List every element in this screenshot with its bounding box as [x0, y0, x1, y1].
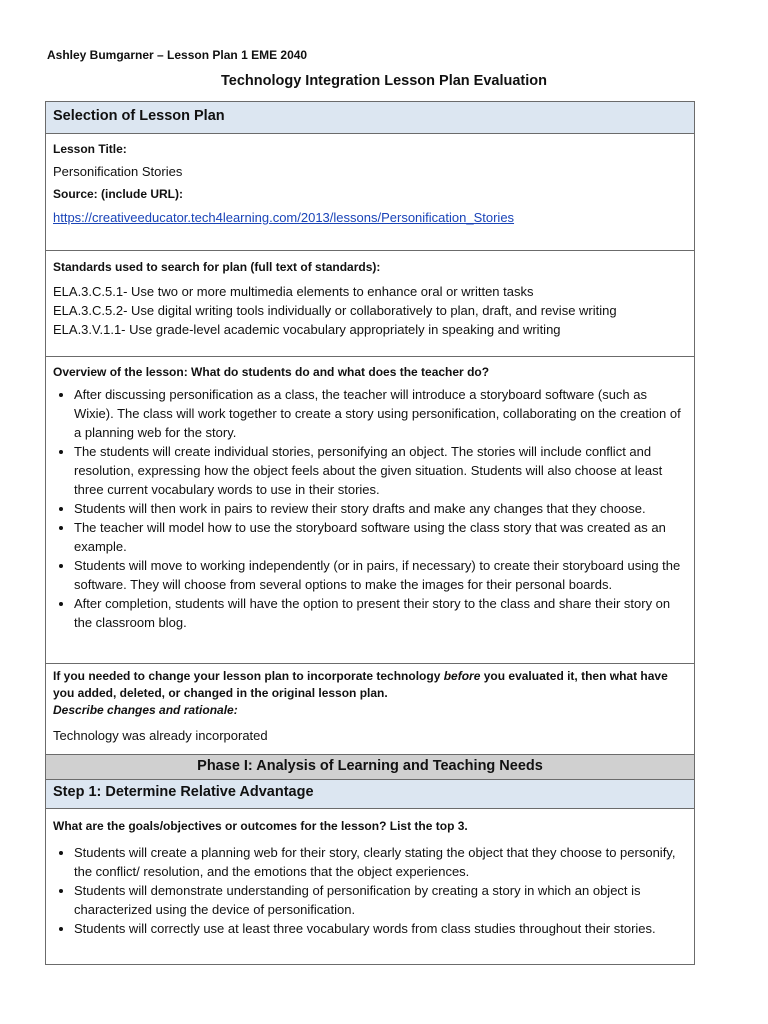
list-item: • The teacher will model how to use the storyboard software using the class story that was created as an example.: [74, 518, 687, 556]
selection-heading: Selection of Lesson Plan: [46, 102, 694, 134]
source-url-link[interactable]: https://creativeeducator.tech4learning.com/2013/lessons/Personification_Stories: [53, 210, 515, 225]
emphasis-before: before: [443, 669, 481, 683]
list-item: • Students will create a planning web for their story, clearly stating the object that they choose to personify, the conflict/ resolution, and the emotions that the object experiences.: [74, 843, 687, 881]
standard-item: ELA.3.C.5.2- Use digital writing tools individually or collaboratively to plan, draft, and revise writing: [53, 303, 617, 318]
standards-label: Standards used to search for plan (full text of standards):: [53, 260, 381, 274]
overview-cell: [46, 357, 694, 664]
standard-item: ELA.3.V.1.1- Use grade-level academic vocabulary appropriately in speaking and writing: [53, 322, 561, 337]
standards-list: [53, 282, 687, 339]
standard-item: ELA.3.C.5.1- Use two or more multimedia elements to enhance oral or written tasks: [53, 284, 534, 299]
phase-heading: Phase I: Analysis of Learning and Teaching Needs: [46, 755, 694, 780]
list-item: • After discussing personification as a class, the teacher will introduce a storyboard software (such as Wixie). The class will work together to create a story using personification, collaborating on the creation of a planning web for the story.: [74, 385, 687, 442]
overview-label: Overview of the lesson: What do students do and what does the teacher do?: [53, 365, 490, 379]
standards-cell: [46, 251, 694, 357]
list-item: • Students will move to working independently (or in pairs, if necessary) to create their storyboard using the software. They will choose from several options to make the images for their personal boards.: [74, 556, 687, 594]
changes-sublabel: Describe changes and rationale:: [53, 703, 238, 717]
list-item: • Students will then work in pairs to review their story drafts and make any changes that they choose.: [74, 499, 687, 518]
lesson-title-value: Personification Stories: [53, 164, 183, 179]
lesson-plan-table: [45, 101, 695, 965]
goals-cell: [46, 809, 694, 964]
list-item: • After completion, students will have the option to present their story to the class and share their story on the classroom blog.: [74, 594, 687, 632]
author-line: Ashley Bumgarner – Lesson Plan 1 EME 2040: [47, 48, 308, 62]
document-title: Technology Integration Lesson Plan Evaluation: [220, 73, 548, 89]
list-item: • Students will correctly use at least three vocabulary words from class studies throughout their stories.: [74, 919, 687, 938]
goals-label: What are the goals/objectives or outcomes for the lesson? List the top 3.: [53, 819, 468, 833]
source-label: Source: (include URL):: [53, 187, 184, 201]
lesson-info-cell: [46, 134, 694, 251]
step1-heading: Step 1: Determine Relative Advantage: [46, 780, 694, 809]
overview-list: [53, 385, 687, 632]
goals-list: [53, 843, 687, 938]
list-item: • The students will create individual stories, personifying an object. The stories will include conflict and resolution, expressing how the object feels about the given situation. Students will also choose at least three current vocabulary words to use in their stories.: [74, 442, 687, 499]
changes-label: If you needed to change your lesson plan to incorporate technology before you evaluated it, then what have you added, deleted, or changed in the original lesson plan.: [53, 669, 668, 700]
lesson-title-label: Lesson Title:: [53, 142, 127, 156]
changes-cell: [46, 664, 694, 755]
changes-value: Technology was already incorporated: [53, 728, 268, 743]
list-item: • Students will demonstrate understanding of personification by creating a story in which an object is characterized using the device of personification.: [74, 881, 687, 919]
